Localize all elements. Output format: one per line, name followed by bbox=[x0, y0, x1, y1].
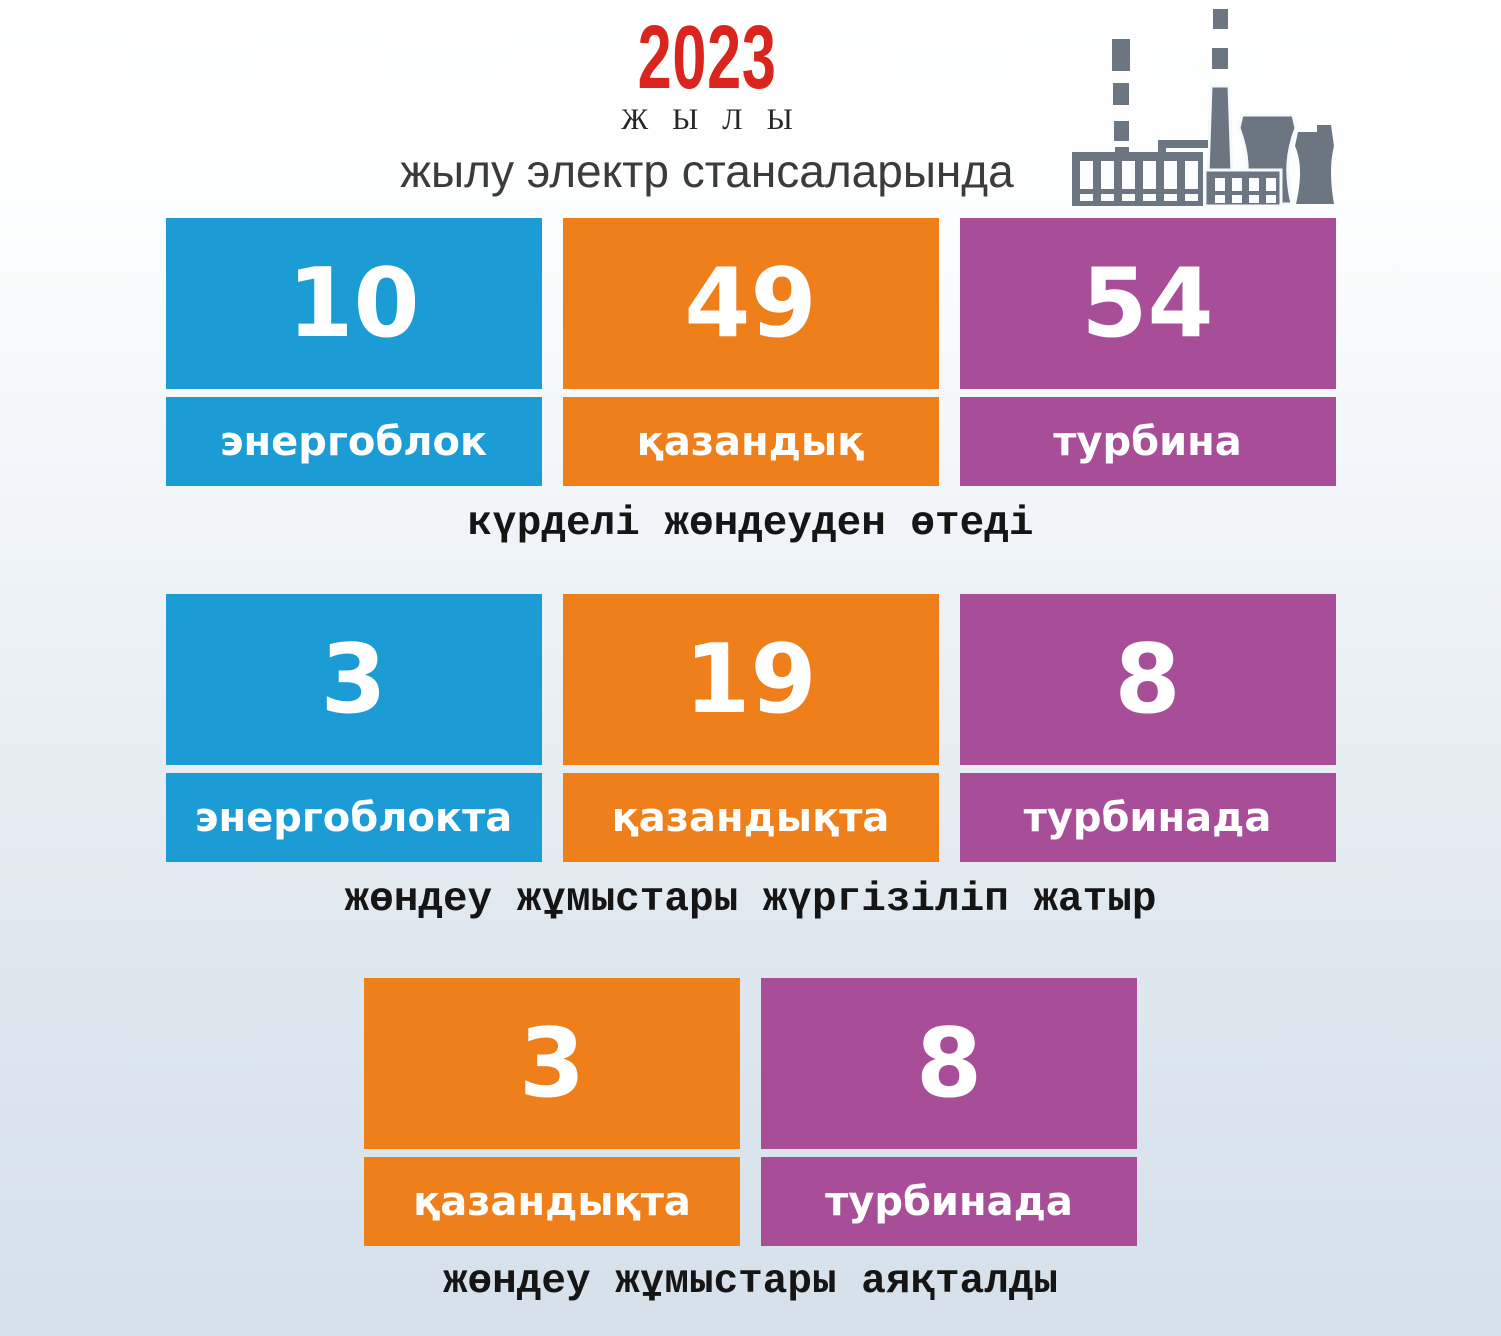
stat-value: 3 bbox=[166, 594, 542, 765]
stat-label: турбинада bbox=[960, 773, 1336, 862]
stat-card-energoblok bbox=[166, 218, 542, 486]
stat-label: энергоблокта bbox=[166, 773, 542, 862]
stat-label: қазандық bbox=[563, 397, 939, 486]
stat-label: турбина bbox=[960, 397, 1336, 486]
stat-value: 10 bbox=[166, 218, 542, 389]
stat-card-turbinada bbox=[960, 594, 1336, 862]
year-text: 2023 bbox=[637, 8, 777, 108]
cards-row-completed bbox=[0, 978, 1501, 1246]
stat-label: қазандықта bbox=[364, 1157, 740, 1246]
stat-card-qazandyqta bbox=[563, 594, 939, 862]
stat-value: 49 bbox=[563, 218, 939, 389]
cards-row-in-progress bbox=[0, 594, 1501, 862]
section-caption-in-progress: жөндеу жұмыстары жүргізіліп жатыр bbox=[344, 877, 1157, 923]
cards-row-overhaul bbox=[0, 218, 1501, 486]
stat-value: 54 bbox=[960, 218, 1336, 389]
stat-card-energoblokta bbox=[166, 594, 542, 862]
power-plant-icon bbox=[1072, 6, 1334, 206]
stat-value: 3 bbox=[364, 978, 740, 1149]
stat-card-turbina bbox=[960, 218, 1336, 486]
stat-label: турбинада bbox=[761, 1157, 1137, 1246]
page-title: жылу электр стансаларында bbox=[400, 145, 1014, 198]
stat-value: 19 bbox=[563, 594, 939, 765]
stat-value: 8 bbox=[960, 594, 1336, 765]
stat-card-qazandyq bbox=[563, 218, 939, 486]
section-caption-overhaul: күрделі жөндеуден өтеді bbox=[467, 501, 1034, 547]
stat-card-qazandyqta-done bbox=[364, 978, 740, 1246]
stat-card-turbinada-done bbox=[761, 978, 1137, 1246]
stat-label: энергоблок bbox=[166, 397, 542, 486]
stat-label: қазандықта bbox=[563, 773, 939, 862]
year-subtitle: ЖЫЛЫ bbox=[621, 103, 817, 137]
section-caption-completed: жөндеу жұмыстары аяқталды bbox=[442, 1259, 1059, 1305]
stat-value: 8 bbox=[761, 978, 1137, 1149]
